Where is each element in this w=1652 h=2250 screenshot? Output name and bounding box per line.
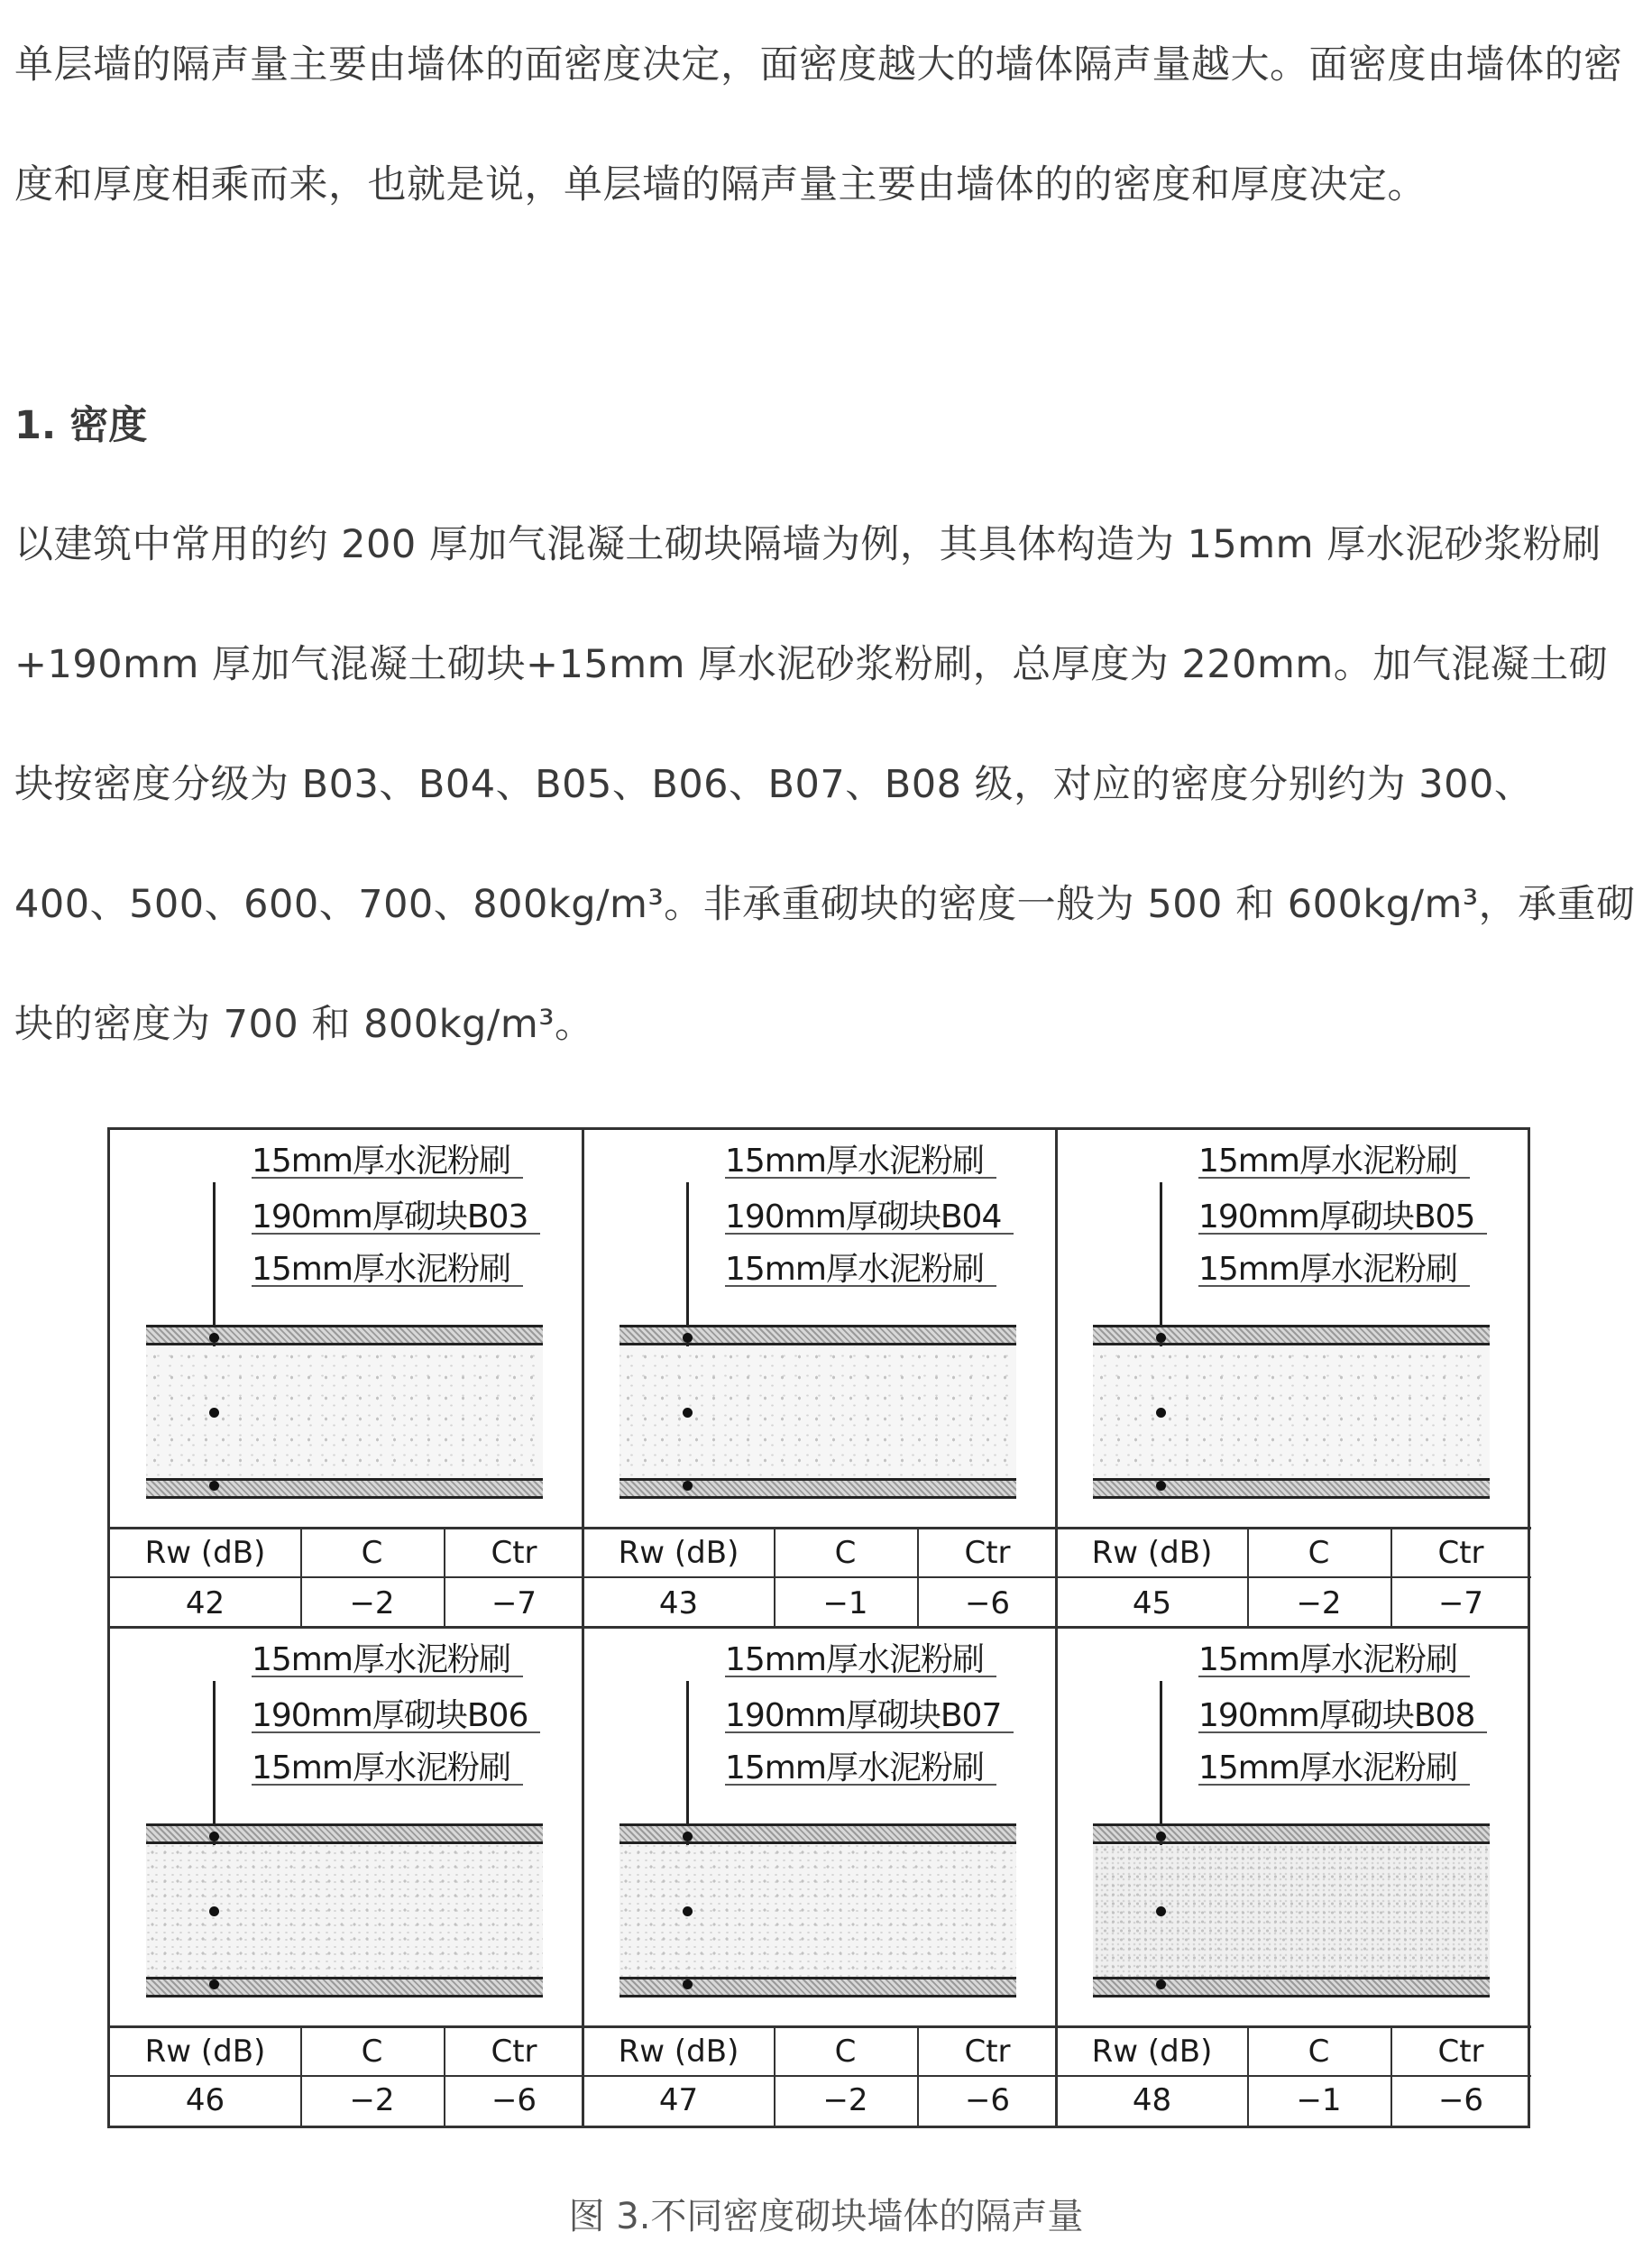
acoustic-table [1057, 1527, 1531, 1628]
leader-dot [209, 1481, 219, 1491]
leader-dot [1156, 1906, 1166, 1916]
acoustic-table [583, 2025, 1058, 2124]
c-value: −2 [822, 2082, 868, 2118]
wall-panel [1057, 1629, 1531, 2126]
c-value: −2 [1296, 1584, 1342, 1621]
ctr-header: Ctr [491, 2034, 537, 2070]
c-header: C [834, 2034, 857, 2070]
wall-panel [110, 1629, 584, 2126]
mortar-layer [620, 1325, 1016, 1345]
wall-panel [110, 1130, 584, 1628]
leader-dot [1156, 1979, 1166, 1989]
c-value: −1 [822, 1584, 868, 1621]
layer-label-block: 190mm厚砌块B06 [252, 1690, 540, 1733]
rw-value: 42 [185, 1584, 225, 1621]
layer-label-outer: 15mm厚水泥粉刷 [252, 1135, 523, 1179]
mortar-layer [620, 1977, 1016, 1997]
leader-dot [683, 1333, 693, 1343]
ctr-header: Ctr [1437, 2034, 1484, 2070]
leader-dot [683, 1979, 693, 1989]
ctr-value: −6 [964, 2082, 1011, 2118]
c-value: −2 [349, 1584, 395, 1621]
ctr-header: Ctr [491, 1535, 537, 1571]
acoustic-table [110, 1527, 584, 1628]
ctr-header: Ctr [1437, 1535, 1484, 1571]
layer-label-inner: 15mm厚水泥粉刷 [1198, 1244, 1470, 1287]
mortar-layer [146, 1325, 543, 1345]
layer-label-block: 190mm厚砌块B03 [252, 1191, 540, 1235]
layer-label-block: 190mm厚砌块B08 [1198, 1690, 1487, 1733]
leader-dot [683, 1408, 693, 1418]
mortar-layer [1093, 1823, 1490, 1844]
layer-label-block: 190mm厚砌块B05 [1198, 1191, 1487, 1235]
density-paragraph: 以建筑中常用的约 200 厚加气混凝土砌块隔墙为例，其具体构造为 15mm 厚水泥砂浆粉刷+190mm 厚加气混凝土砌块+15mm 厚水泥砂浆粉刷，总厚度为 220mm。加气混凝土砌块按密度分级为 B03、B04、B05、B06、B07、B08 级，对应的密度分别约为 300、400、500、600、700、800kg/m³。非承重砌块的密度一般为 500 和 600kg/m³，承重砌块的密度为 700 和 800kg/m³。 [14, 522, 1636, 1047]
rw-value: 43 [658, 1584, 699, 1621]
mortar-layer [1093, 1977, 1490, 1997]
leader-dot [1156, 1832, 1166, 1841]
rw-header: Rw (dB) [618, 2034, 739, 2070]
rw-header: Rw (dB) [1091, 1535, 1213, 1571]
layer-label-inner: 15mm厚水泥粉刷 [1198, 1742, 1470, 1786]
leader-dot [209, 1906, 219, 1916]
ctr-value: −6 [491, 2082, 537, 2118]
mortar-layer [620, 1823, 1016, 1844]
acoustic-table [583, 1527, 1058, 1628]
layer-label-block: 190mm厚砌块B04 [725, 1191, 1014, 1235]
leader-dot [1156, 1333, 1166, 1343]
rw-value: 45 [1132, 1584, 1172, 1621]
mortar-layer [1093, 1478, 1490, 1499]
c-header: C [1308, 2034, 1330, 2070]
block-layer [1093, 1845, 1490, 1977]
block-layer [146, 1346, 543, 1478]
wall-section-figure [107, 1127, 1530, 2128]
ctr-value: −6 [964, 1584, 1011, 1621]
ctr-value: −7 [491, 1584, 537, 1621]
layer-label-outer: 15mm厚水泥粉刷 [1198, 1634, 1470, 1677]
acoustic-table [1057, 2025, 1531, 2124]
figure-caption: 图 3.不同密度砌块墙体的隔声量 [568, 2196, 1084, 2237]
leader-dot [1156, 1408, 1166, 1418]
leader-dot [683, 1906, 693, 1916]
c-header: C [1308, 1535, 1330, 1571]
leader-dot [209, 1979, 219, 1989]
c-value: −2 [349, 2082, 395, 2118]
layer-label-block: 190mm厚砌块B07 [725, 1690, 1014, 1733]
acoustic-table [110, 2025, 584, 2124]
rw-value: 48 [1132, 2082, 1172, 2118]
c-value: −1 [1296, 2082, 1342, 2118]
block-layer [1093, 1346, 1490, 1478]
mortar-layer [146, 1977, 543, 1997]
c-header: C [361, 2034, 383, 2070]
layer-label-inner: 15mm厚水泥粉刷 [725, 1742, 996, 1786]
rw-header: Rw (dB) [618, 1535, 739, 1571]
ctr-header: Ctr [964, 2034, 1011, 2070]
leader-dot [683, 1832, 693, 1841]
wall-panel [583, 1130, 1058, 1628]
layer-label-outer: 15mm厚水泥粉刷 [725, 1135, 996, 1179]
ctr-header: Ctr [964, 1535, 1011, 1571]
c-header: C [361, 1535, 383, 1571]
ctr-value: −6 [1437, 2082, 1484, 2118]
layer-label-inner: 15mm厚水泥粉刷 [252, 1742, 523, 1786]
layer-label-outer: 15mm厚水泥粉刷 [725, 1634, 996, 1677]
rw-header: Rw (dB) [144, 2034, 266, 2070]
section-heading: 1. 密度 [14, 403, 148, 448]
c-header: C [834, 1535, 857, 1571]
block-layer [620, 1346, 1016, 1478]
layer-label-inner: 15mm厚水泥粉刷 [252, 1244, 523, 1287]
rw-value: 46 [185, 2082, 225, 2118]
wall-panel [1057, 1130, 1531, 1628]
layer-label-outer: 15mm厚水泥粉刷 [252, 1634, 523, 1677]
mortar-layer [146, 1823, 543, 1844]
ctr-value: −7 [1437, 1584, 1484, 1621]
mortar-layer [1093, 1325, 1490, 1345]
layer-label-inner: 15mm厚水泥粉刷 [725, 1244, 996, 1287]
rw-header: Rw (dB) [144, 1535, 266, 1571]
leader-dot [209, 1832, 219, 1841]
wall-panel [583, 1629, 1058, 2126]
mortar-layer [146, 1478, 543, 1499]
leader-dot [1156, 1481, 1166, 1491]
leader-dot [209, 1408, 219, 1418]
block-layer [620, 1845, 1016, 1977]
block-layer [146, 1845, 543, 1977]
mortar-layer [620, 1478, 1016, 1499]
leader-dot [209, 1333, 219, 1343]
rw-header: Rw (dB) [1091, 2034, 1213, 2070]
rw-value: 47 [658, 2082, 699, 2118]
leader-dot [683, 1481, 693, 1491]
layer-label-outer: 15mm厚水泥粉刷 [1198, 1135, 1470, 1179]
intro-paragraph: 单层墙的隔声量主要由墙体的面密度决定，面密度越大的墙体隔声量越大。面密度由墙体的密度和厚度相乘而来，也就是说，单层墙的隔声量主要由墙体的的密度和厚度决定。 [14, 42, 1623, 207]
